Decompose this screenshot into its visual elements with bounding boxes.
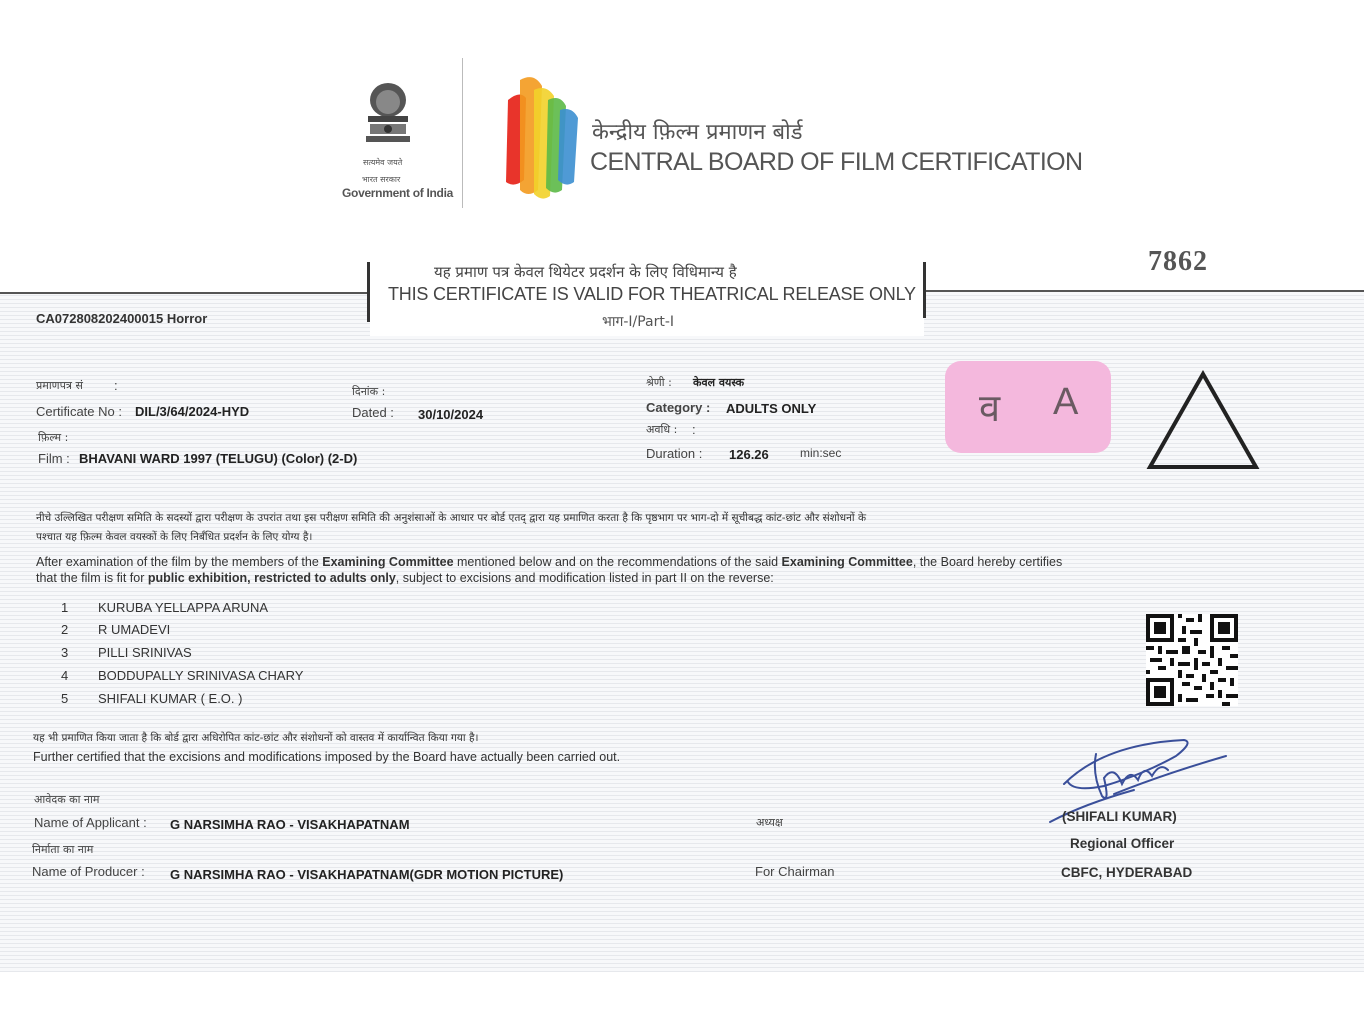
top-rule-right (924, 290, 1364, 292)
applicant-value: G NARSIMHA RAO - VISAKHAPATNAM (170, 817, 410, 832)
signatory-name: (SHIFALI KUMAR) (1062, 809, 1177, 824)
emblem-govt-english: Government of India (342, 186, 453, 200)
certificate-no-label-hindi: प्रमाणपत्र सं (36, 379, 83, 392)
notice-bar-left (367, 262, 370, 322)
category-label: Category : (646, 400, 711, 415)
certification-text-part: that the film is fit for (36, 571, 148, 585)
certificate-no-value: DIL/3/64/2024-HYD (135, 404, 250, 419)
chairman-label-hindi: अध्यक्ष (756, 816, 783, 829)
rating-badge (945, 361, 1111, 453)
committee-member-name: BODDUPALLY SRINIVASA CHARY (98, 668, 304, 683)
state-emblem-icon (358, 78, 418, 158)
reference-code: CA072808202400015 Horror (36, 311, 208, 326)
triangle-icon (1144, 370, 1262, 472)
certification-text-part: Examining Committee (322, 555, 454, 569)
certification-text-hindi: नीचे उल्लिखित परीक्षण समिति के सदस्यों द्वारा परीक्षण के उपरांत तथा इस परीक्षण समिति की अनुशंसाओं के आधार पर बोर्ड एतद् द्वारा यह प्रमाणित करता है कि पृष्ठभाग पर भाग-दो में सूचीबद्ध कांट-छांट और संशोधनों के (36, 512, 867, 524)
certification-text-english (36, 555, 1062, 569)
film-label: Film : (38, 451, 70, 466)
film-value: BHAVANI WARD 1997 (TELUGU) (Color) (2-D) (79, 451, 358, 466)
applicant-label: Name of Applicant : (34, 815, 147, 830)
further-certified-hindi: यह भी प्रमाणित किया जाता है कि बोर्ड द्वारा अधिरोपित कांट-छांट और संशोधनों को वास्तव में कार्यान्वित किया गया है। (33, 732, 479, 744)
certification-text-part: After examination of the film by the members of the (36, 555, 323, 569)
signatory-title: Regional Officer (1070, 836, 1175, 851)
film-label-hindi: फ़िल्म : (38, 431, 69, 444)
for-chairman-label: For Chairman (755, 864, 835, 879)
board-name-english: CENTRAL BOARD OF FILM CERTIFICATION (590, 148, 1083, 176)
header-divider (462, 58, 463, 208)
colon: : (114, 378, 118, 393)
committee-member-name: SHIFALI KUMAR ( E.O. ) (98, 691, 243, 706)
certification-text-part: , subject to excisions and modification listed in part II on the reverse: (395, 571, 774, 585)
rating-english: A (1053, 381, 1079, 423)
committee-member-name: PILLI SRINIVAS (98, 645, 192, 660)
cbfc-logo-icon (500, 70, 582, 202)
producer-label: Name of Producer : (32, 864, 145, 879)
producer-label-hindi: निर्माता का नाम (32, 843, 94, 856)
dated-value: 30/10/2024 (418, 407, 484, 422)
committee-member-number: 5 (61, 691, 69, 706)
certification-text-part: public exhibition, restricted to adults only (147, 571, 396, 585)
committee-member-name: KURUBA YELLAPPA ARUNA (98, 600, 269, 615)
committee-member-name: R UMADEVI (98, 622, 171, 637)
colon: : (692, 422, 696, 437)
dated-label: Dated : (352, 405, 394, 420)
signatory-office: CBFC, HYDERABAD (1061, 865, 1193, 880)
category-value: ADULTS ONLY (726, 401, 817, 416)
duration-label-hindi: अवधि : (646, 423, 678, 436)
certification-text-part: mentioned below and on the recommendations of the said (453, 555, 782, 569)
duration-value: 126.26 (729, 447, 769, 462)
serial-number: 7862 (1148, 246, 1208, 277)
duration-unit: min:sec (800, 446, 842, 460)
committee-member-number: 1 (61, 600, 69, 615)
certification-text-part: , the Board hereby certifies (912, 555, 1063, 569)
certificate-no-label: Certificate No : (36, 404, 122, 419)
rating-hindi: व (979, 386, 1001, 430)
certification-text-english-line2 (36, 571, 774, 585)
notice-english: THIS CERTIFICATE IS VALID FOR THEATRICAL RELEASE ONLY (388, 284, 916, 304)
dated-label-hindi: दिनांक : (352, 385, 386, 398)
qr-code-icon (1146, 614, 1238, 706)
category-value-hindi: केवल वयस्क (693, 376, 745, 389)
applicant-label-hindi: आवेदक का नाम (34, 793, 100, 806)
committee-member-number: 4 (61, 668, 69, 683)
emblem-motto: सत्यमेव जयते (363, 158, 403, 167)
category-label-hindi: श्रेणी : (646, 376, 672, 389)
duration-label: Duration : (646, 446, 703, 461)
notice-hindi: यह प्रमाण पत्र केवल थियेटर प्रदर्शन के लिए विधिमान्य है (434, 263, 737, 281)
committee-member-number: 3 (61, 645, 69, 660)
notice-part: भाग-I/Part-I (602, 314, 675, 330)
producer-value: G NARSIMHA RAO - VISAKHAPATNAM(GDR MOTION PICTURE) (170, 867, 564, 882)
certification-text-part: Examining Committee (781, 555, 913, 569)
further-certified-english: Further certified that the excisions and modifications imposed by the Board have actually been carried out. (33, 750, 621, 764)
committee-member-number: 2 (61, 622, 69, 637)
emblem-govt-hindi: भारत सरकार (362, 175, 401, 184)
certification-text-hindi-line2: पश्चात यह फ़िल्म केवल वयस्कों के लिए निर्बंधित प्रदर्शन के लिए योग्य है। (36, 531, 313, 543)
top-rule-left (0, 292, 370, 294)
notice-bar-right (923, 262, 926, 318)
board-name-hindi: केन्द्रीय फ़िल्म प्रमाणन बोर्ड (592, 120, 803, 145)
